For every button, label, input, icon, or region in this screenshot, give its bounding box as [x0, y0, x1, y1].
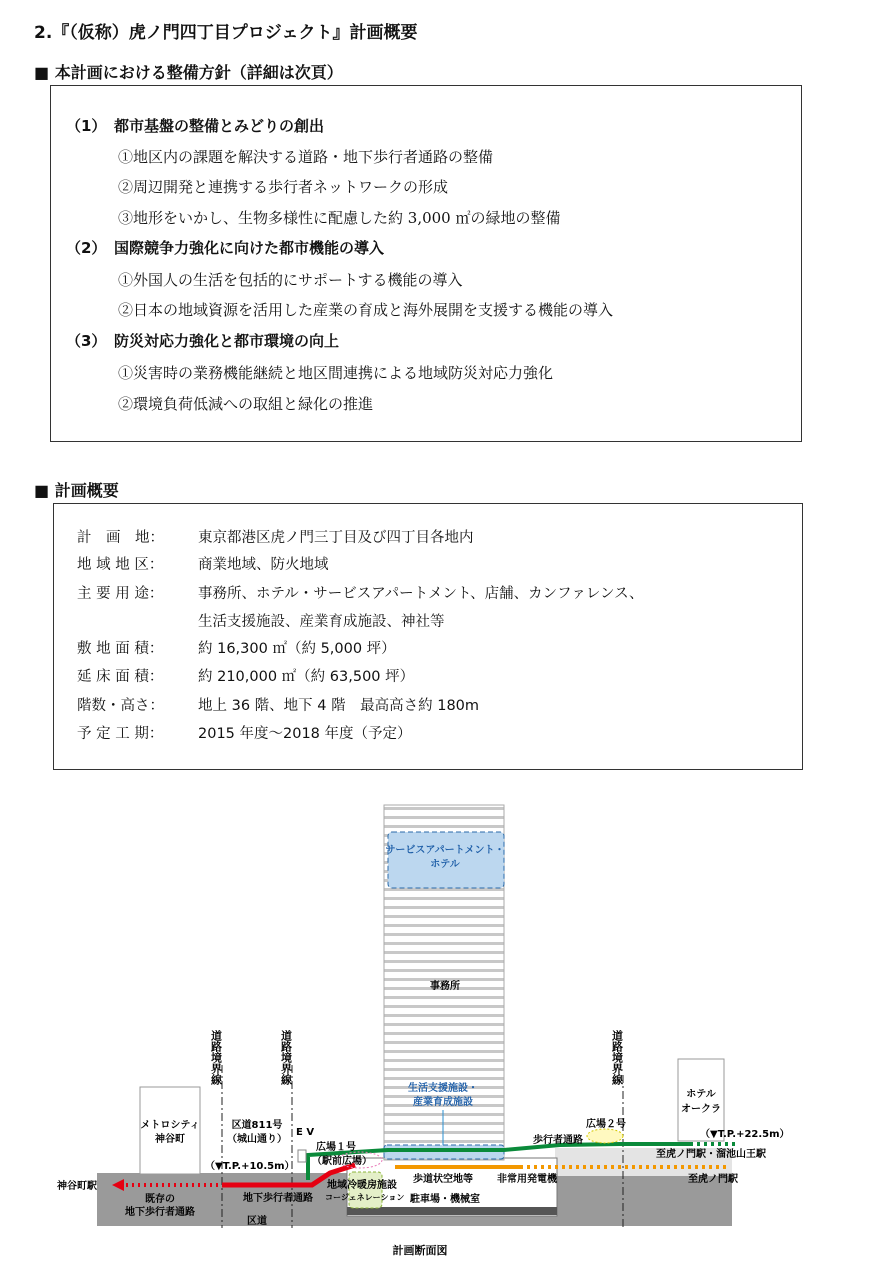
- section-item: ①災害時の業務機能継続と地区間連携による地域防災対応力強化: [118, 364, 554, 382]
- to-toranomon-tameike-label: 至虎ノ門駅・溜池山王駅: [656, 1149, 766, 1160]
- hotel-okura-label: ホテル: [686, 1089, 716, 1100]
- existing-path-label: 既存の: [145, 1194, 175, 1205]
- outline-value: 商業地域、防火地域: [198, 557, 329, 573]
- metrocity-label: 神谷町: [155, 1134, 185, 1145]
- outline-label: 地 域 地 区：: [77, 557, 164, 573]
- page-title: 2.『（仮称）虎ノ門四丁目プロジェクト』計画概要: [34, 23, 418, 43]
- outline-value: 2015 年度～2018 年度（予定）: [198, 726, 412, 742]
- section-num: （1）: [66, 117, 107, 135]
- dhc-label: コージェネレーション: [325, 1193, 405, 1202]
- road-boundary-label: 道路境界線: [610, 1030, 624, 1085]
- section-item: ②環境負荷低減への取組と緑化の推進: [118, 395, 374, 413]
- ward-road-label: 区道811号: [231, 1120, 283, 1131]
- dhc-label: 地域冷暖房施設: [327, 1180, 397, 1191]
- plaza1-label: （駅前広場）: [312, 1156, 372, 1167]
- generator-label: 非常用発電機: [497, 1174, 557, 1185]
- outline-value: 約 16,300 ㎡（約 5,000 坪）: [198, 641, 396, 657]
- outline-label: 階数・高さ：: [77, 698, 164, 714]
- road-boundary-label: 道路境界線: [209, 1030, 223, 1085]
- section-item: ①地区内の課題を解決する道路・地下歩行者通路の整備: [118, 148, 494, 166]
- outline-heading: ■ 計画概要: [34, 481, 119, 500]
- outline-value: 約 210,000 ㎡（約 63,500 坪）: [198, 669, 415, 685]
- section-title: 防災対応力強化と都市環境の向上: [114, 332, 340, 350]
- existing-path-label: 地下歩行者通路: [125, 1207, 195, 1218]
- parking-label: 駐車場・機械室: [410, 1194, 480, 1205]
- section-title: 都市基盤の整備とみどりの創出: [114, 117, 325, 135]
- basement-floor: [347, 1207, 557, 1215]
- kamiyacho-label: 神谷町駅: [57, 1181, 97, 1192]
- plaza1-label: 広場１号: [316, 1142, 356, 1153]
- diagram-caption: 計画断面図: [392, 1244, 448, 1257]
- outline-label: 敷 地 面 積：: [77, 641, 164, 657]
- office-label: 事務所: [430, 981, 460, 992]
- kudo-label: 区道: [247, 1216, 267, 1227]
- section-item: ①外国人の生活を包括的にサポートする機能の導入: [118, 271, 463, 289]
- support-label: 産業育成施設: [413, 1097, 473, 1108]
- section-num: （3）: [66, 332, 107, 350]
- hotel-okura-label: オークラ: [681, 1104, 721, 1115]
- ev-icon: [298, 1150, 306, 1162]
- section-title: 国際競争力強化に向けた都市機能の導入: [114, 239, 385, 257]
- outline-value: 地上 36 階、地下 4 階 最高高さ約 180m: [198, 698, 480, 714]
- section-item: ③地形をいかし、生物多様性に配慮した約 3,000 ㎡の緑地の整備: [118, 209, 561, 227]
- tp-right-label: （▼T.P.+22.5m）: [700, 1129, 790, 1140]
- support-label: 生活支援施設・: [408, 1083, 478, 1094]
- ward-road-label: （城山通り）: [227, 1134, 287, 1145]
- plaza2-marker: [587, 1129, 623, 1143]
- service-apartment-label: ホテル: [430, 859, 460, 870]
- pedestrian-label: 歩行者通路: [533, 1135, 583, 1146]
- metrocity-label: メトロシティ: [140, 1120, 200, 1131]
- outline-value: 事務所、ホテル・サービスアパートメント、店舗、カンファレンス、: [198, 586, 644, 602]
- outline-value: 東京都港区虎ノ門三丁目及び四丁目各地内: [198, 530, 474, 546]
- sidewalk-label: 歩道状空地等: [413, 1174, 473, 1185]
- road-boundary-label: 道路境界線: [279, 1030, 293, 1085]
- underground-path-label: 地下歩行者通路: [243, 1193, 313, 1204]
- to-toranomon-label: 至虎ノ門駅: [688, 1174, 738, 1185]
- outline-label: 予 定 工 期：: [77, 726, 164, 742]
- policy-heading: ■ 本計画における整備方針（詳細は次頁）: [34, 63, 343, 82]
- section-num: （2）: [66, 239, 107, 257]
- outline-label: 主 要 用 途：: [77, 586, 164, 602]
- plaza2-label: 広場２号: [586, 1119, 626, 1130]
- service-apartment-label: サービスアパートメント・: [385, 845, 505, 856]
- tp-left-label: （▼T.P.+10.5m）: [205, 1161, 295, 1172]
- outline-label: 計 画 地：: [77, 530, 164, 546]
- section-item: ②周辺開発と連携する歩行者ネットワークの形成: [118, 178, 449, 196]
- outline-label: 延 床 面 積：: [77, 669, 164, 685]
- outline-value: 生活支援施設、産業育成施設、神社等: [198, 614, 445, 630]
- ev-label: E V: [296, 1127, 315, 1138]
- section-item: ②日本の地域資源を活用した産業の育成と海外展開を支援する機能の導入: [118, 301, 614, 319]
